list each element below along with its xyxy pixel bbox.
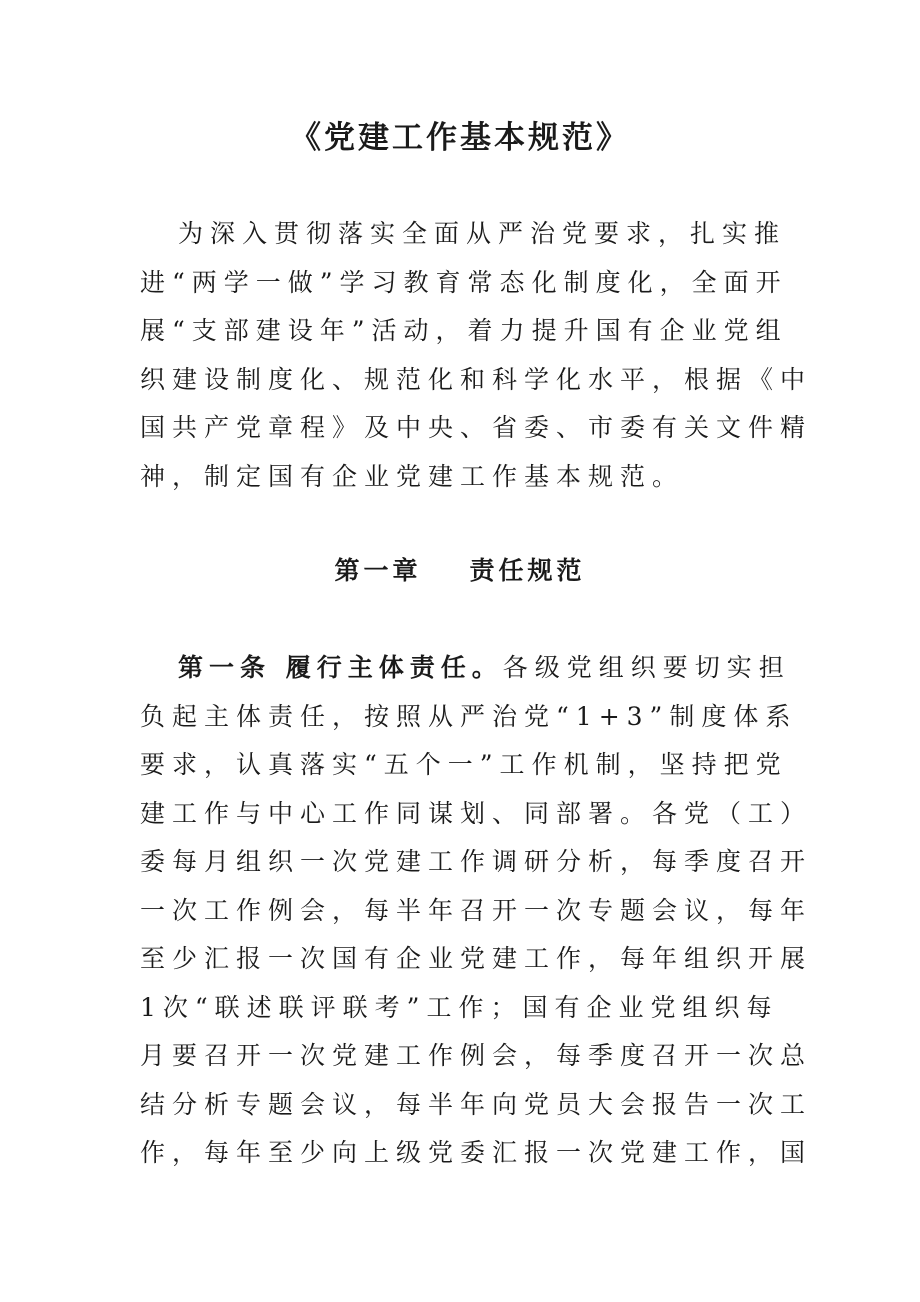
article-line: 建工作与中心工作同谋划、同部署。各党（工） [140,798,813,828]
article-line: 一次工作例会，每半年召开一次专题会议，每年 [140,895,813,925]
article-line: 作，每年至少向上级党委汇报一次党建工作，国 [140,1138,813,1167]
intro-line: 国共产党章程》及中央、省委、市委有关文件精 [140,413,813,442]
intro-line: 神，制定国有企业党建工作基本规范。 [140,461,685,491]
document-title: 《党建工作基本规范》 [290,120,630,156]
article-first-line [140,644,791,693]
intro-line: 织建设制度化、规范化和科学化水平，根据《中 [140,364,813,394]
article-line: 委每月组织一次党建工作调研分析，每季度召开 [140,847,813,876]
article-line: 至少汇报一次国有企业党建工作，每年组织开展 [140,944,813,973]
chapter-heading [0,546,920,596]
article-line: 要求，认真落实“五个一”工作机制，坚持把党 [140,750,788,779]
chapter-number: 第一章 [334,556,422,585]
intro-line: 为深入贯彻落实全面从严治党要求，扎实推 [178,219,787,248]
article-line: 结分析专题会议，每半年向党员大会报告一次工 [140,1089,813,1119]
article-line: 负起主体责任，按照从严治党“1+3”制度体系 [140,701,798,731]
article-line: 月要召开一次党建工作例会，每季度召开一次总 [140,1041,813,1070]
chapter-name: 责任规范 [469,556,586,585]
article-line: 1次“联述联评联考”工作；国有企业党组织每 [140,992,779,1022]
article-heading: 第一条 履行主体责任。 [178,653,503,682]
intro-line: 展“支部建设年”活动，着力提升国有企业党组 [140,316,788,345]
intro-line: 进“两学一做”学习教育常态化制度化，全面开 [140,267,788,297]
article-first-line-text: 各级党组织要切实担 [502,653,791,682]
intro-paragraph [140,210,813,501]
article-paragraph [140,644,813,1178]
